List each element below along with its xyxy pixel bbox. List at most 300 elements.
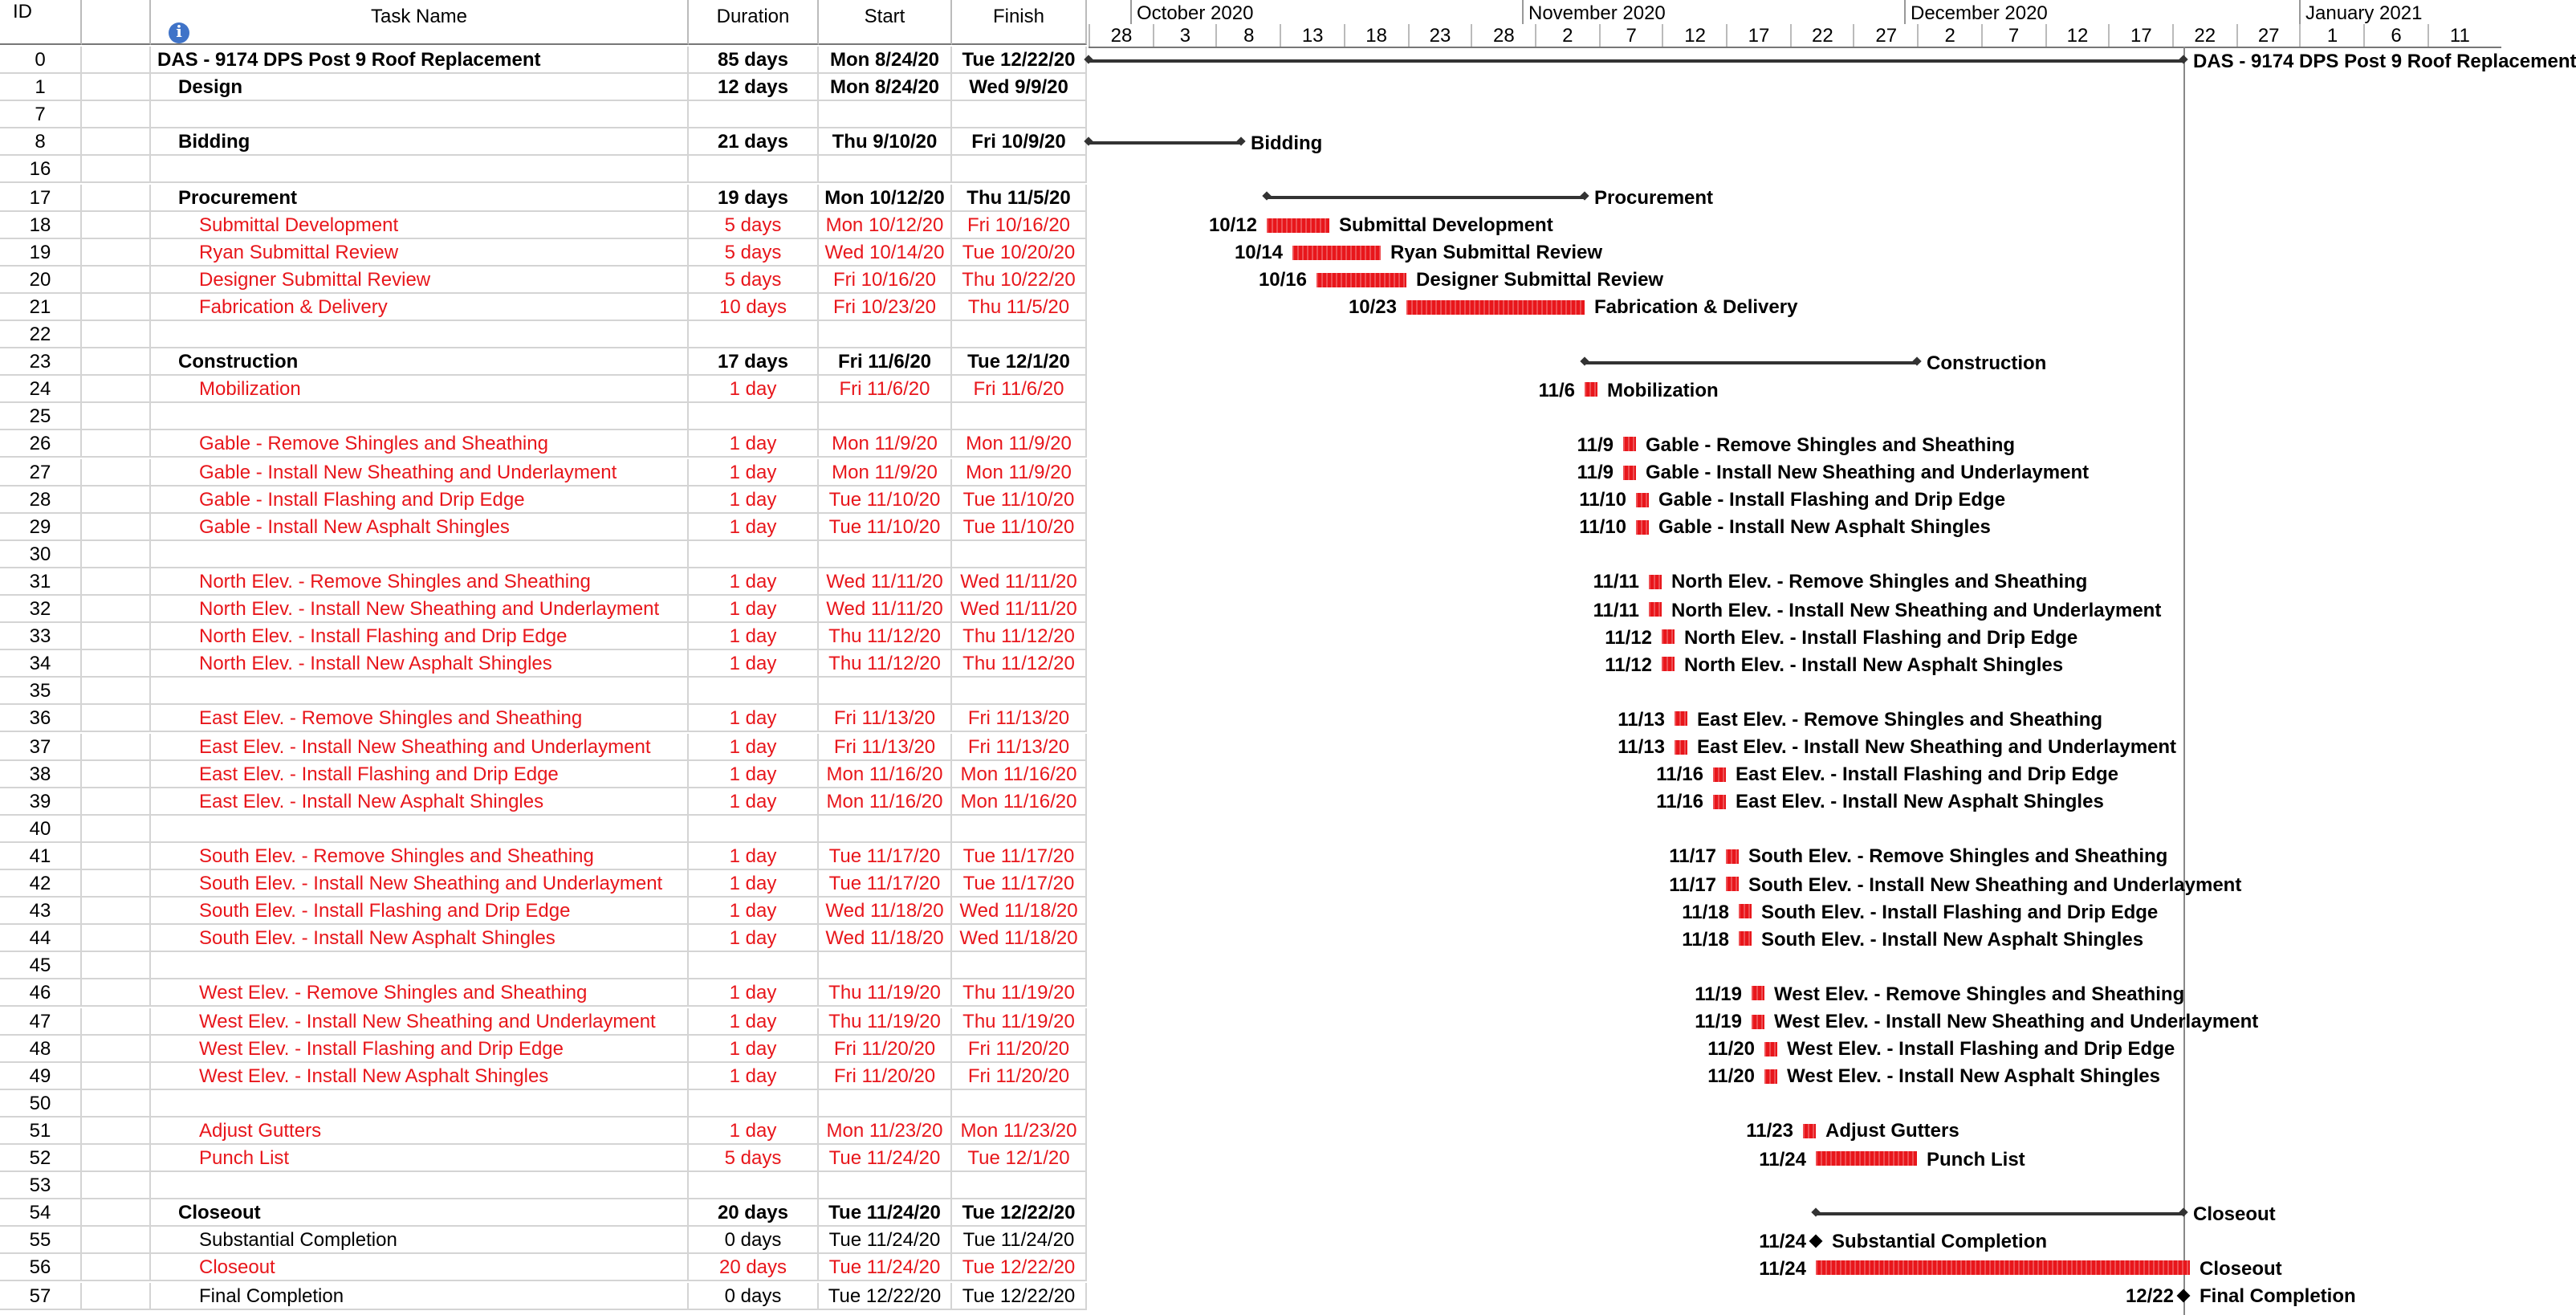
- column-header-start[interactable]: Start: [819, 0, 952, 45]
- timescale-day: 6: [2363, 24, 2427, 47]
- task-bar[interactable]: [1675, 739, 1687, 754]
- start-cell: Tue 11/10/20: [819, 513, 952, 540]
- duration-cell: 1 day: [689, 1008, 819, 1035]
- task-name-cell[interactable]: Mobilization: [151, 376, 689, 403]
- duration-cell: [689, 101, 819, 128]
- task-bar[interactable]: [1267, 218, 1329, 232]
- duration-cell: [689, 1172, 819, 1199]
- task-id-cell: 30: [0, 541, 82, 568]
- timescale: [1089, 0, 2501, 48]
- timescale-day: 7: [1981, 24, 2045, 47]
- start-cell: [819, 321, 952, 348]
- info-cell: [82, 1062, 151, 1089]
- task-name-cell[interactable]: East Elev. - Remove Shingles and Sheathing: [151, 706, 689, 733]
- task-bar[interactable]: [1316, 273, 1406, 287]
- task-id-cell: 52: [0, 1145, 82, 1172]
- table-row[interactable]: [0, 650, 1087, 678]
- duration-cell: 1 day: [689, 596, 819, 623]
- task-name-cell[interactable]: [151, 953, 689, 980]
- task-name-cell[interactable]: Fabrication & Delivery: [151, 294, 689, 321]
- duration-cell: 1 day: [689, 788, 819, 815]
- task-table: [0, 0, 1089, 1310]
- task-id-cell: 43: [0, 898, 82, 925]
- duration-cell: 1 day: [689, 980, 819, 1008]
- task-name-cell[interactable]: [151, 101, 689, 128]
- task-name-cell[interactable]: [151, 157, 689, 184]
- column-header-finish[interactable]: Finish: [952, 0, 1087, 45]
- task-bar[interactable]: [1636, 492, 1649, 507]
- task-name-cell[interactable]: [151, 816, 689, 843]
- finish-cell: [952, 678, 1087, 706]
- bar-start-date-label: 11/10: [1579, 515, 1626, 539]
- table-row[interactable]: [0, 1062, 1087, 1089]
- task-bar[interactable]: [1713, 767, 1726, 781]
- finish-cell: Wed 11/18/20: [952, 925, 1087, 952]
- bar-start-date-label: 10/23: [1348, 295, 1397, 319]
- start-cell: Mon 11/9/20: [819, 458, 952, 486]
- task-id-cell: 19: [0, 238, 82, 266]
- info-cell: [82, 404, 151, 431]
- task-bar[interactable]: [1675, 712, 1687, 727]
- finish-cell: Thu 10/22/20: [952, 267, 1087, 294]
- finish-cell: Thu 11/19/20: [952, 1008, 1087, 1035]
- timescale-day: 17: [2108, 24, 2172, 47]
- table-row[interactable]: [0, 788, 1087, 815]
- bar-task-label: South Elev. - Install New Asphalt Shingles: [1761, 927, 2144, 951]
- bar-task-label: West Elev. - Remove Shingles and Sheathing: [1774, 982, 2185, 1005]
- timescale-day: 22: [2172, 24, 2236, 47]
- gantt-chart: [1089, 47, 2576, 1315]
- table-row[interactable]: [0, 1008, 1087, 1035]
- task-id-cell: 39: [0, 788, 82, 815]
- task-name-cell[interactable]: Bidding: [151, 129, 689, 157]
- task-bar[interactable]: [1662, 657, 1675, 671]
- task-id-cell: 51: [0, 1118, 82, 1145]
- start-cell: Wed 11/18/20: [819, 925, 952, 952]
- task-id-cell: 55: [0, 1227, 82, 1255]
- summary-bar[interactable]: [1089, 141, 1241, 145]
- task-name-cell[interactable]: Substantial Completion: [151, 1227, 689, 1255]
- table-row[interactable]: [0, 348, 1087, 376]
- task-bar[interactable]: [1649, 575, 1662, 589]
- task-name-cell[interactable]: East Elev. - Install Flashing and Drip Edge: [151, 760, 689, 788]
- task-name-cell[interactable]: Gable - Remove Shingles and Sheathing: [151, 431, 689, 458]
- finish-cell: Tue 12/1/20: [952, 1145, 1087, 1172]
- table-row[interactable]: [0, 184, 1087, 211]
- start-cell: Fri 11/20/20: [819, 1062, 952, 1089]
- start-cell: Wed 10/14/20: [819, 238, 952, 266]
- task-name-cell[interactable]: West Elev. - Install New Sheathing and Underlayment: [151, 1008, 689, 1035]
- start-cell: [819, 816, 952, 843]
- table-row[interactable]: [0, 733, 1087, 760]
- duration-cell: 85 days: [689, 47, 819, 74]
- bar-start-date-label: 11/11: [1593, 570, 1639, 593]
- duration-cell: 1 day: [689, 733, 819, 760]
- task-name-cell[interactable]: Closeout: [151, 1255, 689, 1282]
- info-cell: [82, 925, 151, 952]
- task-name-cell[interactable]: Ryan Submittal Review: [151, 238, 689, 266]
- task-id-cell: 18: [0, 211, 82, 238]
- bar-task-label: Mobilization: [1607, 378, 1719, 401]
- finish-cell: [952, 816, 1087, 843]
- table-row[interactable]: [0, 267, 1087, 294]
- info-cell: [82, 706, 151, 733]
- task-name-cell[interactable]: Designer Submittal Review: [151, 267, 689, 294]
- duration-cell: 20 days: [689, 1199, 819, 1227]
- duration-cell: [689, 404, 819, 431]
- start-cell: Thu 11/12/20: [819, 623, 952, 650]
- start-cell: Thu 11/19/20: [819, 1008, 952, 1035]
- task-name-cell[interactable]: East Elev. - Install New Sheathing and Underlayment: [151, 733, 689, 760]
- task-id-cell: 54: [0, 1199, 82, 1227]
- finish-cell: Tue 11/17/20: [952, 870, 1087, 898]
- task-bar[interactable]: [1752, 987, 1764, 1001]
- task-bar[interactable]: [1739, 904, 1752, 918]
- task-id-cell: 0: [0, 47, 82, 74]
- start-cell: [819, 101, 952, 128]
- finish-cell: Tue 12/1/20: [952, 348, 1087, 376]
- task-bar[interactable]: [1764, 1069, 1777, 1083]
- table-row[interactable]: [0, 513, 1087, 540]
- start-cell: Mon 8/24/20: [819, 47, 952, 74]
- start-cell: Wed 11/18/20: [819, 898, 952, 925]
- duration-cell: 1 day: [689, 431, 819, 458]
- start-cell: Thu 11/12/20: [819, 650, 952, 678]
- start-cell: Tue 11/24/20: [819, 1145, 952, 1172]
- table-row[interactable]: [0, 1255, 1087, 1282]
- task-id-cell: 26: [0, 431, 82, 458]
- bar-task-label: North Elev. - Install Flashing and Drip Edge: [1684, 625, 2078, 649]
- info-cell: [82, 760, 151, 788]
- task-id-cell: 47: [0, 1008, 82, 1035]
- bar-task-label: East Elev. - Install Flashing and Drip Edge: [1736, 763, 2118, 786]
- start-cell: Mon 10/12/20: [819, 211, 952, 238]
- timescale-day: 28: [1471, 24, 1535, 47]
- duration-cell: 21 days: [689, 129, 819, 157]
- task-name-cell[interactable]: North Elev. - Remove Shingles and Sheathing: [151, 568, 689, 596]
- table-row[interactable]: [0, 404, 1087, 431]
- info-cell: [82, 348, 151, 376]
- task-id-cell: 16: [0, 157, 82, 184]
- table-row[interactable]: [0, 294, 1087, 321]
- info-cell: [82, 184, 151, 211]
- column-header-task-name[interactable]: Task Name: [151, 0, 689, 45]
- task-bar[interactable]: [1662, 629, 1675, 644]
- task-name-cell[interactable]: South Elev. - Install Flashing and Drip Edge: [151, 898, 689, 925]
- start-cell: Mon 11/23/20: [819, 1118, 952, 1145]
- duration-cell: 1 day: [689, 1118, 819, 1145]
- bar-start-date-label: 11/18: [1682, 927, 1729, 951]
- task-name-cell[interactable]: [151, 541, 689, 568]
- info-cell: [82, 678, 151, 706]
- column-header-id[interactable]: ID: [0, 0, 82, 45]
- start-cell: Tue 12/22/20: [819, 1282, 952, 1309]
- duration-cell: 0 days: [689, 1227, 819, 1255]
- finish-cell: Fri 11/20/20: [952, 1062, 1087, 1089]
- task-name-cell[interactable]: Submittal Development: [151, 211, 689, 238]
- task-name-cell[interactable]: West Elev. - Install New Asphalt Shingles: [151, 1062, 689, 1089]
- start-cell: Mon 11/16/20: [819, 788, 952, 815]
- task-id-cell: 32: [0, 596, 82, 623]
- table-row[interactable]: [0, 129, 1087, 157]
- task-name-cell[interactable]: Adjust Gutters: [151, 1118, 689, 1145]
- finish-cell: Tue 12/22/20: [952, 1199, 1087, 1227]
- table-row[interactable]: [0, 1090, 1087, 1118]
- table-row[interactable]: [0, 568, 1087, 596]
- task-id-cell: 53: [0, 1172, 82, 1199]
- task-id-cell: 28: [0, 486, 82, 513]
- table-row[interactable]: [0, 1199, 1087, 1227]
- start-cell: [819, 953, 952, 980]
- info-cell: [82, 376, 151, 403]
- info-cell: [82, 1008, 151, 1035]
- task-name-cell[interactable]: Construction: [151, 348, 689, 376]
- info-cell: [82, 74, 151, 101]
- task-name-cell[interactable]: East Elev. - Install New Asphalt Shingles: [151, 788, 689, 815]
- table-row[interactable]: [0, 870, 1087, 898]
- table-row[interactable]: [0, 1145, 1087, 1172]
- task-id-cell: 20: [0, 267, 82, 294]
- info-cell: [82, 458, 151, 486]
- task-name-cell[interactable]: Gable - Install New Asphalt Shingles: [151, 513, 689, 540]
- info-cell: [82, 898, 151, 925]
- finish-cell: Mon 11/16/20: [952, 760, 1087, 788]
- info-cell: [82, 1227, 151, 1255]
- table-row[interactable]: [0, 623, 1087, 650]
- task-bar[interactable]: [1816, 1151, 1917, 1166]
- task-name-cell[interactable]: Punch List: [151, 1145, 689, 1172]
- table-row[interactable]: [0, 596, 1087, 623]
- task-name-cell[interactable]: [151, 321, 689, 348]
- table-row[interactable]: [0, 898, 1087, 925]
- task-id-cell: 40: [0, 816, 82, 843]
- task-bar[interactable]: [1636, 519, 1649, 534]
- task-name-cell[interactable]: [151, 404, 689, 431]
- bar-task-label: Adjust Gutters: [1825, 1119, 1959, 1142]
- task-name-cell[interactable]: Design: [151, 74, 689, 101]
- task-name-cell[interactable]: Final Completion: [151, 1282, 689, 1309]
- info-cell: [82, 980, 151, 1008]
- task-name-cell[interactable]: South Elev. - Install New Sheathing and Underlayment: [151, 870, 689, 898]
- table-row[interactable]: [0, 47, 1087, 74]
- timescale-day: 2: [1917, 24, 1981, 47]
- bar-start-date-label: 11/13: [1618, 735, 1665, 758]
- summary-bar[interactable]: [1267, 196, 1585, 199]
- table-row[interactable]: [0, 74, 1087, 101]
- timescale-day: 1: [2300, 24, 2364, 47]
- timescale-day: 22: [1789, 24, 1854, 47]
- duration-cell: 17 days: [689, 348, 819, 376]
- info-cell: [82, 596, 151, 623]
- info-cell: [82, 1090, 151, 1118]
- start-cell: [819, 1172, 952, 1199]
- timescale-day: 2: [1535, 24, 1599, 47]
- duration-cell: 1 day: [689, 623, 819, 650]
- task-name-cell[interactable]: [151, 678, 689, 706]
- task-id-cell: 57: [0, 1282, 82, 1309]
- info-cell: [82, 101, 151, 128]
- finish-cell: Tue 12/22/20: [952, 1282, 1087, 1309]
- task-bar[interactable]: [1623, 465, 1636, 479]
- start-cell: Fri 10/23/20: [819, 294, 952, 321]
- start-cell: [819, 541, 952, 568]
- table-row[interactable]: [0, 1035, 1087, 1062]
- info-cell: [82, 843, 151, 870]
- task-bar[interactable]: [1713, 794, 1726, 808]
- task-name-cell[interactable]: West Elev. - Install Flashing and Drip Edge: [151, 1035, 689, 1062]
- bar-start-date-label: 11/20: [1707, 1037, 1755, 1061]
- finish-cell: Tue 12/22/20: [952, 1255, 1087, 1282]
- table-row[interactable]: [0, 321, 1087, 348]
- table-row[interactable]: [0, 953, 1087, 980]
- duration-cell: 19 days: [689, 184, 819, 211]
- task-name-cell[interactable]: Gable - Install New Sheathing and Underlayment: [151, 458, 689, 486]
- start-cell: Fri 11/13/20: [819, 706, 952, 733]
- bar-task-label: North Elev. - Remove Shingles and Sheathing: [1671, 570, 2088, 593]
- bar-start-date-label: 11/12: [1605, 625, 1652, 649]
- column-header-info[interactable]: [82, 0, 182, 45]
- task-bar[interactable]: [1623, 438, 1636, 452]
- info-cell: [82, 486, 151, 513]
- table-row[interactable]: [0, 458, 1087, 486]
- start-cell: [819, 1090, 952, 1118]
- summary-bar[interactable]: [1816, 1211, 2183, 1215]
- duration-cell: 12 days: [689, 74, 819, 101]
- finish-cell: Fri 10/9/20: [952, 129, 1087, 157]
- start-cell: Thu 9/10/20: [819, 129, 952, 157]
- task-bar[interactable]: [1406, 300, 1585, 315]
- task-bar[interactable]: [1752, 1014, 1764, 1028]
- bar-start-date-label: 11/19: [1695, 982, 1742, 1005]
- project-finish-line: [2183, 47, 2185, 1315]
- duration-cell: 10 days: [689, 294, 819, 321]
- task-name-cell[interactable]: South Elev. - Install New Asphalt Shingles: [151, 925, 689, 952]
- task-bar[interactable]: [1764, 1041, 1777, 1056]
- info-icon: i: [169, 22, 189, 43]
- info-cell: [82, 568, 151, 596]
- finish-cell: Mon 11/23/20: [952, 1118, 1087, 1145]
- milestone-diamond[interactable]: [1809, 1234, 1823, 1248]
- task-bar[interactable]: [1649, 602, 1662, 617]
- start-cell: Fri 11/13/20: [819, 733, 952, 760]
- bar-start-date-label: 11/18: [1682, 900, 1729, 923]
- task-bar[interactable]: [1803, 1124, 1816, 1138]
- duration-cell: 5 days: [689, 267, 819, 294]
- bar-start-date-label: 11/10: [1579, 488, 1626, 511]
- table-row[interactable]: [0, 1282, 1087, 1309]
- task-bar[interactable]: [1816, 1261, 2190, 1276]
- table-row[interactable]: [0, 706, 1087, 733]
- task-name-cell[interactable]: [151, 1172, 689, 1199]
- duration-cell: 0 days: [689, 1282, 819, 1309]
- table-row[interactable]: [0, 157, 1087, 184]
- finish-cell: Thu 11/5/20: [952, 184, 1087, 211]
- finish-cell: Wed 11/11/20: [952, 568, 1087, 596]
- task-bar[interactable]: [1726, 849, 1739, 864]
- task-id-cell: 49: [0, 1062, 82, 1089]
- table-row[interactable]: [0, 541, 1087, 568]
- bar-task-label: South Elev. - Install Flashing and Drip Edge: [1761, 900, 2159, 923]
- task-bar[interactable]: [1292, 245, 1381, 259]
- milestone-diamond[interactable]: [2177, 1289, 2191, 1303]
- bar-task-label: Gable - Install Flashing and Drip Edge: [1658, 488, 2006, 511]
- summary-bar[interactable]: [1089, 59, 2183, 62]
- task-bar[interactable]: [1739, 931, 1752, 946]
- info-cell: [82, 623, 151, 650]
- task-id-cell: 7: [0, 101, 82, 128]
- info-cell: [82, 1255, 151, 1282]
- duration-cell: 1 day: [689, 898, 819, 925]
- task-name-cell[interactable]: [151, 1090, 689, 1118]
- bar-start-date-label: 11/24: [1759, 1256, 1806, 1280]
- timescale-day: 3: [1152, 24, 1216, 47]
- finish-cell: Mon 11/9/20: [952, 458, 1087, 486]
- table-row[interactable]: [0, 1227, 1087, 1255]
- duration-cell: 5 days: [689, 211, 819, 238]
- timescale-month: November 2020: [1522, 0, 1904, 24]
- timescale-day: 7: [1598, 24, 1662, 47]
- task-bar[interactable]: [1585, 382, 1597, 397]
- column-header-duration[interactable]: Duration: [689, 0, 819, 45]
- bar-task-label: Substantial Completion: [1832, 1229, 2048, 1252]
- table-row[interactable]: [0, 101, 1087, 128]
- task-id-cell: 33: [0, 623, 82, 650]
- task-name-cell[interactable]: Gable - Install Flashing and Drip Edge: [151, 486, 689, 513]
- table-row[interactable]: [0, 238, 1087, 266]
- duration-cell: 5 days: [689, 238, 819, 266]
- table-row[interactable]: [0, 1172, 1087, 1199]
- bar-task-label: Ryan Submittal Review: [1390, 241, 1603, 264]
- task-name-cell[interactable]: North Elev. - Install New Sheathing and Underlayment: [151, 596, 689, 623]
- finish-cell: [952, 101, 1087, 128]
- finish-cell: [952, 404, 1087, 431]
- duration-cell: [689, 1090, 819, 1118]
- task-id-cell: 41: [0, 843, 82, 870]
- task-id-cell: 56: [0, 1255, 82, 1282]
- table-row[interactable]: [0, 980, 1087, 1008]
- table-row[interactable]: [0, 760, 1087, 788]
- task-name-cell[interactable]: North Elev. - Install Flashing and Drip Edge: [151, 623, 689, 650]
- bar-start-date-label: 11/24: [1759, 1147, 1806, 1170]
- table-row[interactable]: [0, 486, 1087, 513]
- table-row[interactable]: [0, 376, 1087, 403]
- duration-cell: 1 day: [689, 568, 819, 596]
- table-row[interactable]: [0, 925, 1087, 952]
- task-name-cell[interactable]: North Elev. - Install New Asphalt Shingles: [151, 650, 689, 678]
- duration-cell: [689, 953, 819, 980]
- bar-task-label: Gable - Remove Shingles and Sheathing: [1646, 433, 2016, 456]
- table-row[interactable]: [0, 843, 1087, 870]
- table-row[interactable]: [0, 1118, 1087, 1145]
- summary-bar[interactable]: [1585, 360, 1917, 364]
- bar-task-label: East Elev. - Remove Shingles and Sheathing: [1697, 707, 2103, 731]
- table-row[interactable]: [0, 431, 1087, 458]
- task-name-cell[interactable]: Closeout: [151, 1199, 689, 1227]
- task-name-cell[interactable]: DAS - 9174 DPS Post 9 Roof Replacement: [151, 47, 689, 74]
- table-row[interactable]: [0, 816, 1087, 843]
- task-name-cell[interactable]: Procurement: [151, 184, 689, 211]
- info-cell: [82, 513, 151, 540]
- start-cell: Tue 11/10/20: [819, 486, 952, 513]
- task-name-cell[interactable]: South Elev. - Remove Shingles and Sheathing: [151, 843, 689, 870]
- task-name-cell[interactable]: West Elev. - Remove Shingles and Sheathing: [151, 980, 689, 1008]
- bar-task-label: Punch List: [1927, 1147, 2025, 1170]
- task-id-cell: 24: [0, 376, 82, 403]
- task-bar[interactable]: [1726, 877, 1739, 891]
- table-row[interactable]: [0, 678, 1087, 706]
- start-cell: Fri 10/16/20: [819, 267, 952, 294]
- table-row[interactable]: [0, 211, 1087, 238]
